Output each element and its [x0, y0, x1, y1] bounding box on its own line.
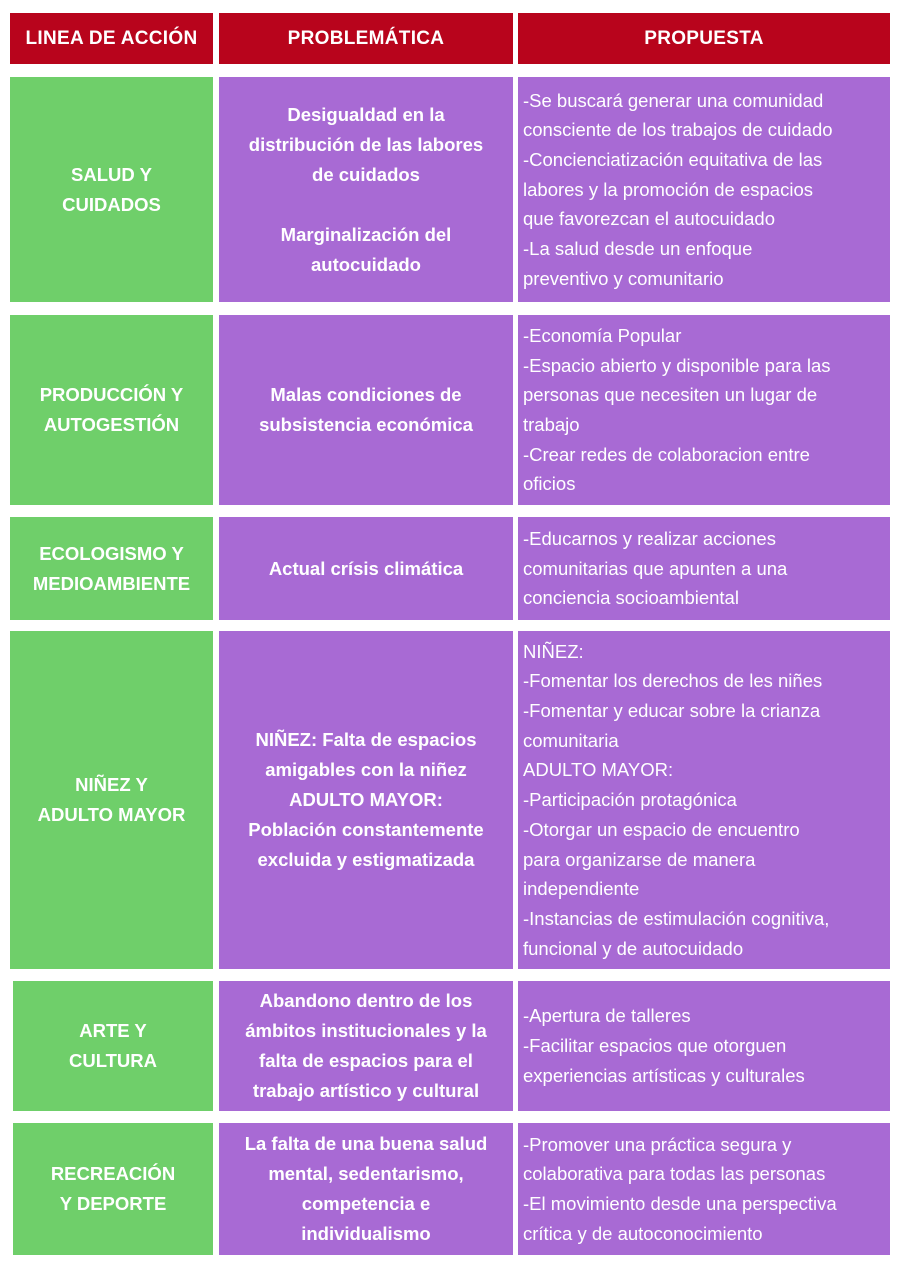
- propuesta-line: comunitarias que apunten a una: [523, 557, 788, 579]
- propuesta-line: -Crear redes de colaboracion entre: [523, 443, 810, 465]
- propuesta-cell-salud: [518, 77, 890, 302]
- linea-line: MEDIOAMBIENTE: [32, 572, 191, 594]
- propuesta-line: consciente de los trabajos de cuidado: [523, 119, 833, 141]
- propuesta-line: colaborativa para todas las personas: [523, 1163, 826, 1185]
- propuesta-line: oficios: [523, 473, 576, 495]
- propuesta-line: crítica y de autoconocimiento: [523, 1222, 763, 1244]
- propuesta-line: experiencias artísticas y culturales: [523, 1064, 805, 1086]
- problematica-line: individualismo: [301, 1223, 431, 1244]
- propuesta-line: -Apertura de talleres: [523, 1005, 691, 1027]
- propuesta-line: -Fomentar los derechos de les niñes: [523, 670, 823, 692]
- problematica-cell-ecologismo: [219, 517, 513, 620]
- linea-text: [69, 1016, 157, 1076]
- propuesta-line: NIÑEZ:: [523, 640, 584, 662]
- linea-line: CULTURA: [68, 1050, 158, 1071]
- linea-line: NIÑEZ Y: [75, 774, 148, 795]
- propuesta-line: -Otorgar un espacio de encuentro: [523, 818, 800, 840]
- problematica-line: autocuidado: [311, 253, 421, 275]
- problematica-line: distribución de las labores: [248, 133, 484, 155]
- problematica-line: NIÑEZ: Falta de espacios: [255, 729, 477, 750]
- problematica-line: ámbitos institucionales y la: [245, 1020, 487, 1041]
- problematica-cell-salud: [219, 77, 513, 302]
- linea-text: [33, 539, 190, 599]
- problematica-spacer: [249, 190, 483, 220]
- propuesta-line: comunitaria: [523, 729, 619, 751]
- propuesta-cell-ninez: [518, 631, 890, 969]
- problematica-line: de cuidados: [312, 163, 420, 185]
- propuesta-cell-recreacion: [518, 1123, 890, 1255]
- linea-cell-ecologismo: [10, 517, 213, 620]
- linea-cell-produccion: [10, 315, 213, 505]
- propuesta-line: personas que necesiten un lugar de: [523, 384, 818, 406]
- propuesta-line: -La salud desde un enfoque: [523, 238, 753, 260]
- propuesta-line: trabajo: [523, 414, 580, 435]
- problematica-line: Malas condiciones de: [270, 384, 462, 405]
- propuesta-line: labores y la promoción de espacios: [523, 178, 813, 200]
- linea-line: RECREACIÓN: [50, 1163, 176, 1184]
- linea-cell-ninez: [10, 631, 213, 969]
- problematica-line: La falta de una buena salud: [244, 1133, 488, 1154]
- propuesta-line: -Participación protagónica: [523, 789, 737, 811]
- propuesta-line: -Instancias de estimulación cognitiva,: [523, 907, 830, 929]
- propuesta-line: -Facilitar espacios que otorguen: [523, 1035, 787, 1057]
- problematica-cell-produccion: [219, 315, 513, 505]
- propuesta-line: -Se buscará generar una comunidad: [523, 89, 824, 111]
- linea-text: [38, 770, 186, 830]
- propuesta-line: -El movimiento desde una perspectiva: [523, 1193, 837, 1214]
- problematica-line: excluida y estigmatizada: [257, 849, 475, 870]
- linea-text: [62, 160, 161, 220]
- propuesta-cell-arte: [518, 981, 890, 1111]
- problematica-cell-recreacion: [219, 1123, 513, 1255]
- header-linea-de-accion: LINEA DE ACCIÓN: [10, 13, 213, 64]
- propuesta-line: -Economía Popular: [523, 324, 682, 346]
- problematica-text: [248, 725, 483, 875]
- header-problematica: PROBLEMÁTICA: [219, 13, 513, 64]
- propuesta-cell-ecologismo: [518, 517, 890, 620]
- problematica-line: subsistencia económica: [259, 414, 473, 435]
- problematica-text: [249, 100, 483, 280]
- problematica-line: ADULTO MAYOR:: [289, 789, 443, 810]
- problematica-text: [245, 986, 487, 1106]
- problematica-line: Actual crísis climática: [268, 557, 464, 579]
- problematica-line: Abandono dentro de los: [259, 990, 473, 1011]
- linea-cell-salud: [10, 77, 213, 302]
- linea-line: SALUD Y: [71, 163, 152, 185]
- problematica-cell-arte: [219, 981, 513, 1111]
- linea-line: CUIDADOS: [62, 193, 161, 215]
- propuesta-line: -Espacio abierto y disponible para las: [523, 354, 831, 376]
- linea-line: PRODUCCIÓN Y: [39, 384, 184, 405]
- linea-line: ADULTO MAYOR: [37, 804, 186, 825]
- linea-cell-recreacion: [13, 1123, 213, 1255]
- linea-text: [51, 1159, 175, 1219]
- linea-line: AUTOGESTIÓN: [43, 414, 180, 435]
- propuesta-line: -Concienciatización equitativa de las: [523, 148, 823, 170]
- problematica-line: mental, sedentarismo,: [268, 1163, 464, 1184]
- linea-text: [40, 380, 184, 440]
- propuesta-line: ADULTO MAYOR:: [523, 759, 674, 781]
- problematica-line: competencia e: [301, 1193, 431, 1214]
- propuesta-line: independiente: [523, 878, 640, 900]
- propuesta-line: conciencia socioambiental: [523, 587, 739, 609]
- propuesta-line: que favorezcan el autocuidado: [523, 208, 775, 230]
- problematica-text: [269, 554, 463, 584]
- linea-line: ARTE Y: [79, 1020, 147, 1041]
- propuesta-line: funcional y de autocuidado: [523, 937, 744, 959]
- problematica-text: [245, 1129, 488, 1249]
- problematica-line: falta de espacios para el: [259, 1050, 473, 1071]
- propuesta-line: -Fomentar y educar sobre la crianza: [523, 700, 821, 722]
- linea-line: Y DEPORTE: [59, 1193, 167, 1214]
- propuesta-line: -Promover una práctica segura y: [523, 1133, 792, 1155]
- propuesta-line: -Educarnos y realizar acciones: [523, 527, 776, 549]
- problematica-cell-ninez: [219, 631, 513, 969]
- problematica-line: amigables con la niñez: [265, 759, 467, 780]
- propuesta-line: preventivo y comunitario: [523, 267, 724, 289]
- problematica-line: trabajo artístico y cultural: [252, 1080, 480, 1101]
- problematica-line: Marginalización del: [280, 223, 452, 245]
- header-propuesta: PROPUESTA: [518, 13, 890, 64]
- linea-line: ECOLOGISMO Y: [39, 542, 184, 564]
- problematica-line: Población constantemente: [248, 819, 484, 840]
- linea-cell-arte: [13, 981, 213, 1111]
- propuesta-line: para organizarse de manera: [523, 848, 756, 870]
- problematica-line: Desigualdad en la: [287, 103, 445, 125]
- propuesta-cell-produccion: [518, 315, 890, 505]
- problematica-text: [259, 380, 473, 440]
